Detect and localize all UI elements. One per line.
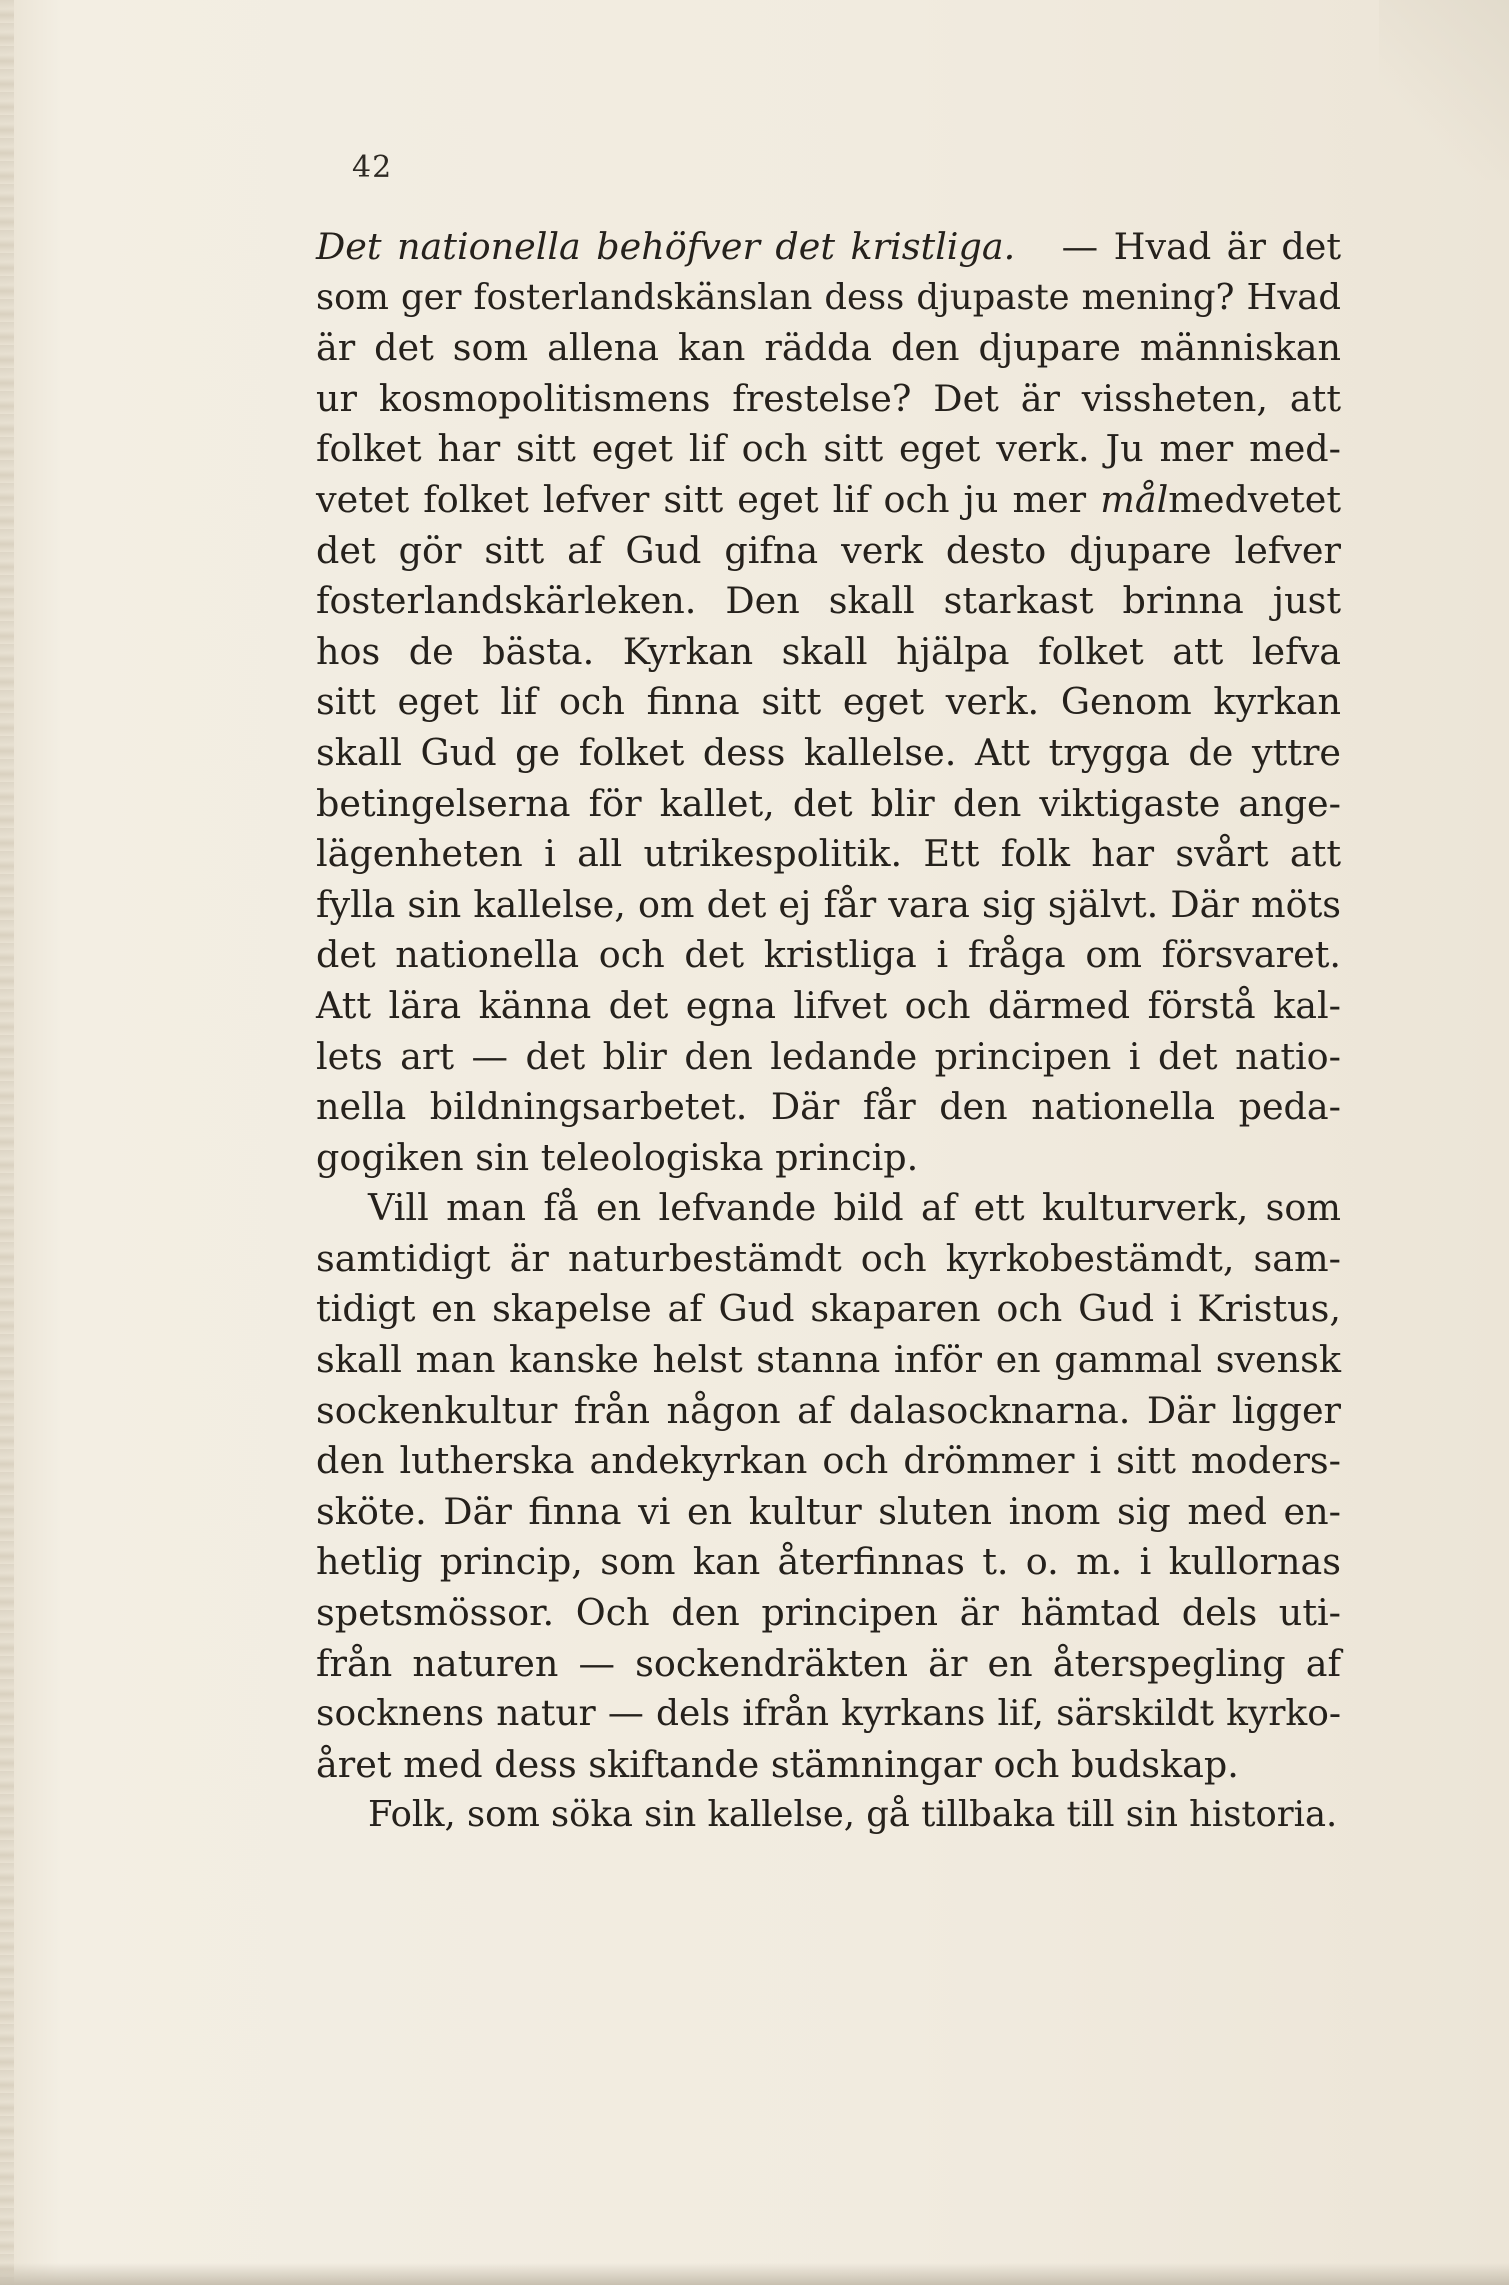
- text-line: fosterlandskärleken. Den skall starkast brinna just: [316, 579, 1341, 623]
- body-text: [316, 222, 1341, 1841]
- text-line: fylla sin kallelse, om det ej får vara sig självt. Där möts: [316, 882, 1341, 926]
- text-line: det gör sitt af Gud gifna verk desto djupare lefver: [316, 528, 1341, 572]
- text-line: Folk, som söka sin kallelse, gå tillbaka till sin historia.: [368, 1794, 1338, 1836]
- text-line: ur kosmopolitismens frestelse? Det är vissheten, att: [316, 376, 1341, 420]
- page-number: 42: [352, 150, 393, 185]
- text-line: betingelserna för kallet, det blir den viktigaste ange-: [316, 781, 1341, 825]
- text-line: lägenheten i all utrikespolitik. Ett folk har svårt att: [316, 832, 1341, 876]
- text-line: hetlig princip, som kan återfinnas t. o. m. i kullornas: [316, 1540, 1341, 1584]
- text-line: sockenkultur från någon af dalasocknarna. Där ligger: [316, 1388, 1341, 1432]
- torn-left-edge: [0, 0, 14, 2285]
- text-line: sitt eget lif och finna sitt eget verk. Genom kyrkan: [316, 680, 1341, 724]
- text-line: Vill man få en lefvande bild af ett kulturverk, som: [368, 1186, 1341, 1230]
- emphasized-word: mål: [1100, 477, 1169, 521]
- text-line: det nationella och det kristliga i fråga om försvaret.: [316, 933, 1341, 977]
- text-line: [316, 475, 1341, 526]
- page-bottom-shadow: [0, 2263, 1509, 2285]
- text-line: Att lära känna det egna lifvet och därmed förstå kal-: [316, 983, 1341, 1027]
- text-line: spetsmössor. Och den principen är hämtad dels uti-: [316, 1591, 1341, 1635]
- text-line: som ger fosterlandskänslan dess djupaste mening? Hvad: [316, 276, 1341, 318]
- page-corner-crease: [1379, 0, 1509, 180]
- text-line: socknens natur — dels ifrån kyrkans lif, särskildt kyrko-: [316, 1693, 1341, 1735]
- text-line: sköte. Där finna vi en kultur sluten inom sig med en-: [316, 1489, 1341, 1533]
- text-line: skall Gud ge folket dess kallelse. Att trygga de yttre: [316, 730, 1341, 774]
- text-line: den lutherska andekyrkan och drömmer i sitt moders-: [316, 1439, 1341, 1483]
- text-line: folket har sitt eget lif och sitt eget verk. Ju mer med-: [316, 427, 1341, 471]
- text-line: från naturen — sockendräkten är en återspegling af: [316, 1641, 1341, 1685]
- section-heading: Det nationella behöfver det kristliga.: [316, 225, 1016, 268]
- text-fragment: vetet folket lefver sitt eget lif och ju mer: [316, 477, 1101, 521]
- text-line: samtidigt är naturbestämdt och kyrkobestämdt, sam-: [316, 1236, 1341, 1280]
- text-fragment: — Hvad är det: [1061, 225, 1342, 268]
- text-line: hos de bästa. Kyrkan skall hjälpa folket att lefva: [316, 629, 1341, 673]
- text-line: är det som allena kan rädda den djupare människan: [316, 326, 1341, 370]
- text-line: året med dess skiftande stämningar och budskap.: [316, 1742, 1239, 1786]
- text-line: tidigt en skapelse af Gud skaparen och Gud i Kristus,: [316, 1287, 1341, 1331]
- text-line: lets art — det blir den ledande principen i det natio-: [316, 1034, 1341, 1078]
- text-line: nella bildningsarbetet. Där får den nationella peda-: [316, 1085, 1341, 1129]
- text-line: [316, 222, 1341, 273]
- text-line: gogiken sin teleologiska princip.: [316, 1135, 919, 1179]
- text-line: skall man kanske helst stanna inför en gammal svensk: [316, 1338, 1341, 1382]
- text-fragment: medvetet: [1168, 477, 1341, 521]
